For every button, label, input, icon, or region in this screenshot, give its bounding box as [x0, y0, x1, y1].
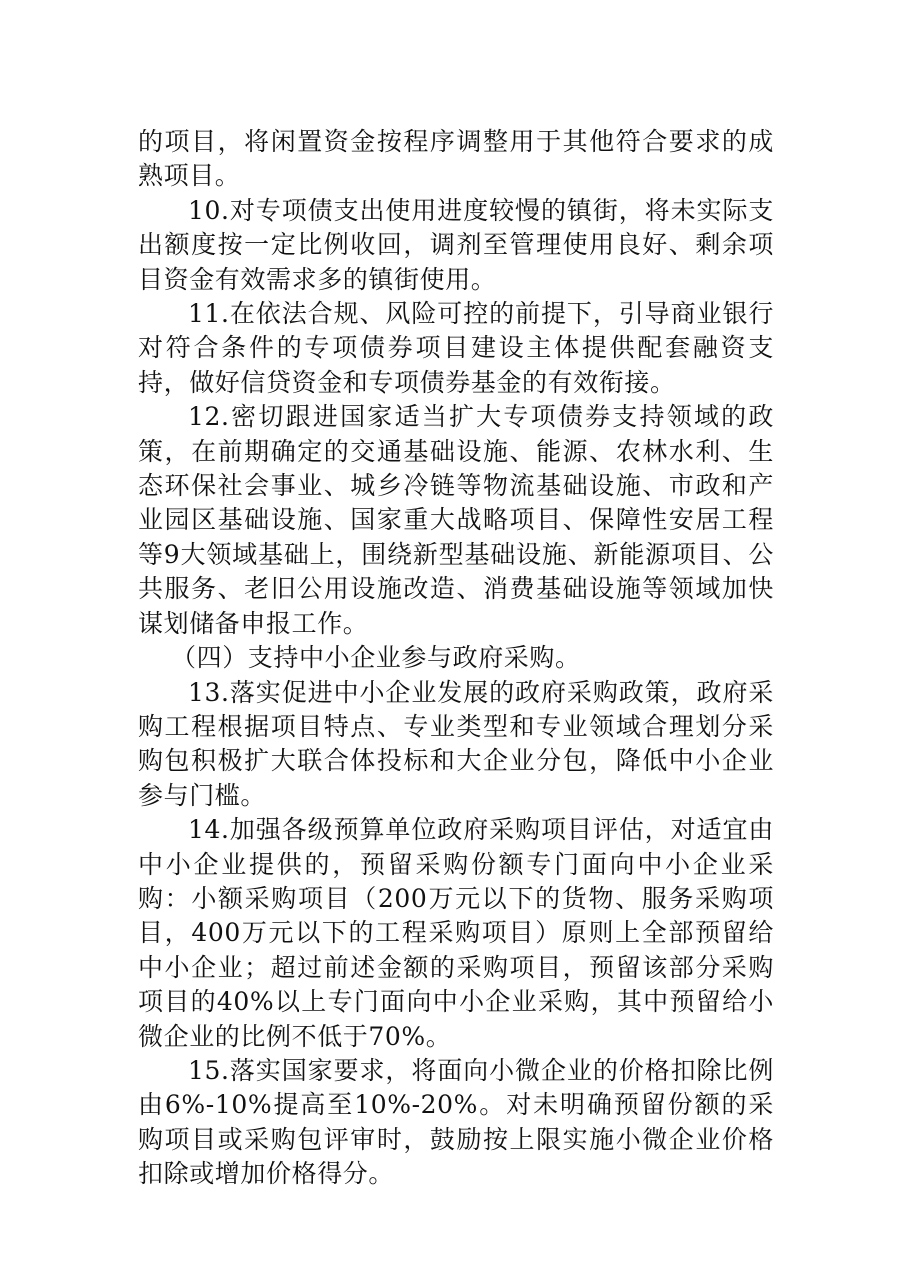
paragraph-item-11: 11.在依法合规、风险可控的前提下，引导商业银行对符合条件的专项债券项目建设主体提供配套融资支持，做好信贷资金和专项债券基金的有效衔接。 [138, 299, 774, 397]
document-body [138, 125, 774, 1192]
paragraph-item-10: 10.对专项债支出使用进度较慢的镇街，将未实际支出额度按一定比例收回，调剂至管理使用良好、剩余项目资金有效需求多的镇街使用。 [138, 195, 774, 294]
paragraph-item-14: 14.加强各级预算单位政府采购项目评估，对适宜由中小企业提供的，预留采购份额专门面向中小企业采购：小额采购项目（200万元以下的货物、服务采购项目，400万元以下的工程采购项目）原则上全部预留给中小企业；超过前述金额的采购项目，预留该部分采购项目的40%以上专门面向中小企业采购，其中预留给小微企业的比例不低于70%。 [138, 815, 774, 1051]
paragraph-item-13: 13.落实促进中小企业发展的政府采购政策，政府采购工程根据项目特点、专业类型和专业领域合理划分采购包积极扩大联合体投标和大企业分包，降低中小企业参与门槛。 [138, 677, 774, 810]
paragraph-item-15: 15.落实国家要求，将面向小微企业的价格扣除比例由6%-10%提高至10%-20%。对未明确预留份额的采购项目或采购包评审时，鼓励按上限实施小微企业价格扣除或增加价格得分。 [138, 1055, 774, 1189]
paragraph-continuation: 的项目，将闲置资金按程序调整用于其他符合要求的成熟项目。 [138, 127, 774, 191]
paragraph-item-12: 12.密切跟进国家适当扩大专项债券支持领域的政策，在前期确定的交通基础设施、能源、农林水利、生态环保社会事业、城乡冷链等物流基础设施、市政和产业园区基础设施、国家重大战略项目、保障性安居工程等9大领域基础上，围绕新型基础设施、新能源项目、公共服务、老旧公用设施改造、消费基础设施等领域加快谋划储备申报工作。 [138, 402, 774, 638]
section-heading-4: （四）支持中小企业参与政府采购。 [171, 643, 581, 673]
